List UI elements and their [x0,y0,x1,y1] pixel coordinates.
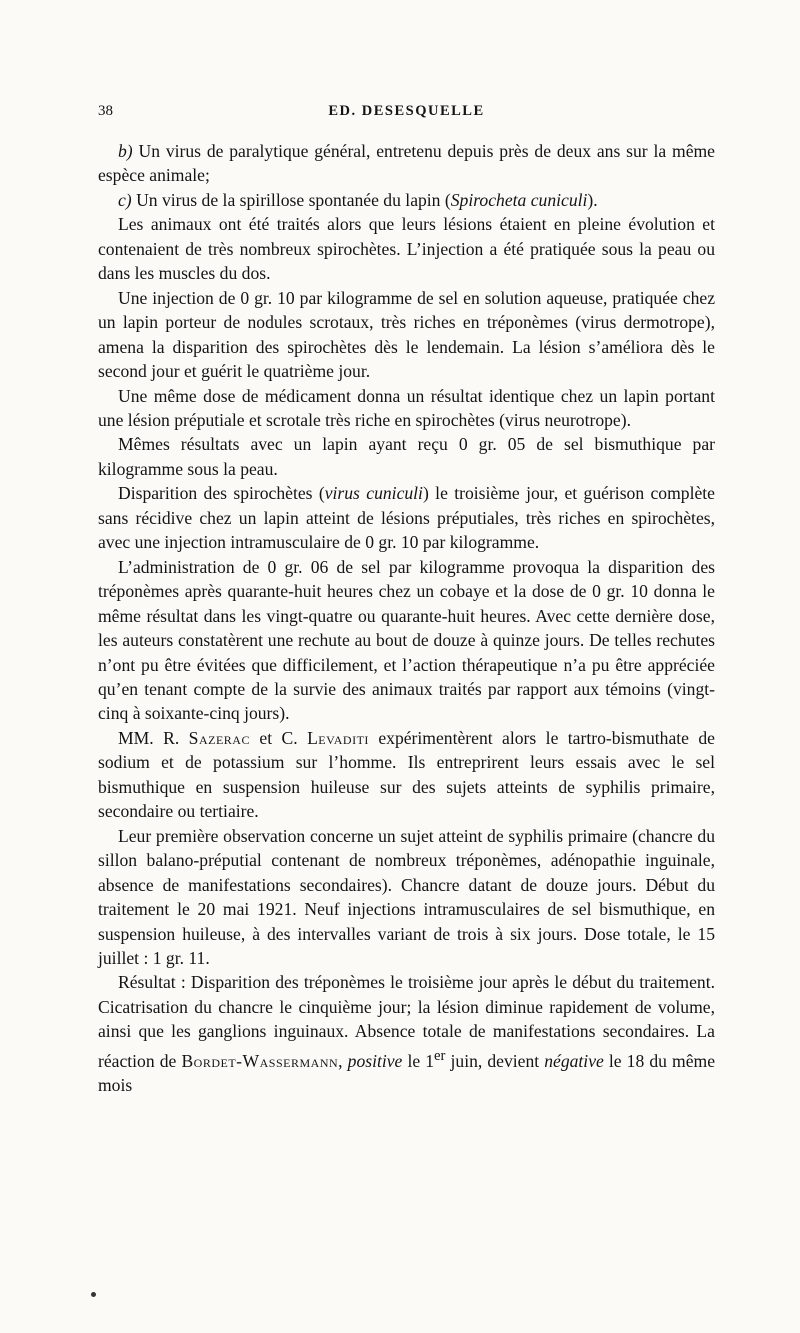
paragraph-text: Résultat : Disparition des tréponèmes le troisième jour après le début du traitement. Cicatrisation du chancre le cinquième jour; la lésion diminue rapidement de volume, ainsi que les ganglions inguinaux. Absence totale de manifestations secondaires. La réaction de [98,972,715,1071]
ink-speck [91,1292,96,1297]
paragraph-text: Un virus de paralytique général, entretenu depuis près de deux ans sur la même espèce animale; [98,141,715,186]
paragraph-text: juin, devient [445,1050,545,1071]
paragraph: Une injection de 0 gr. 10 par kilogramme de sel en solution aqueuse, pratiquée chez un lapin porteur de nodules scrotaux, très riches en tréponèmes (virus dermotrope), amena la disparition des spirochètes dès le lendemain. La lésion s’améliora dès le second jour et guérit le quatrième jour. [98,287,715,382]
paragraph-text: le 18 du même mois [98,1050,716,1096]
species-name: Spirocheta cuniculi [450,189,588,210]
paragraph: Une même dose de médicament donna un résultat identique chez un lapin portant une lésion préputiale et scrotale très riche en spirochètes (virus neurotrope). [98,385,715,430]
item-label: b) [118,141,133,161]
paragraph [98,188,715,212]
paragraph-text: Disparition des spirochètes ( [118,483,325,504]
running-head: ED. DESESQUELLE [328,103,485,119]
test-name: Bordet-Wassermann [181,1050,339,1071]
paragraph: Les animaux ont été traités alors que leurs lésions étaient en pleine évolution et contenaient de très nombreux spirochètes. L’injection a été pratiquée sous la peau ou dans les muscles du dos. [98,214,715,284]
paragraph-text: et C. [249,727,308,748]
paragraph [98,481,715,554]
ordinal-suffix: er [434,1047,446,1064]
virus-name: virus cuniculi [324,483,423,504]
author-name: Levaditi [307,727,369,748]
result-term: négative [544,1050,604,1071]
paragraph-text: MM. R. [118,727,189,748]
paragraph-text: ) le troisième jour, et guérison complète sans récidive chez un lapin atteint de lésions préputiales, très riches en spirochètes, avec une injection intramusculaire de 0 gr. 10 par kilogramme. [98,483,715,553]
page-header [98,103,715,125]
paragraph-text: expérimentèrent alors le tartro-bismuthate de sodium et de potassium sur l’homme. Ils entreprirent leurs essais avec le sel bismuthique en suspension huileuse sur des sujets atteints de syphilis primaire, secondaire ou tertiaire. [98,727,715,822]
paragraph [98,970,715,1097]
paragraph-text: le 1 [402,1050,435,1071]
paragraph [98,726,715,824]
paragraph [98,139,715,188]
paragraph-text: ). [587,189,598,210]
paragraph: Mêmes résultats avec un lapin ayant reçu 0 gr. 05 de sel bismuthique par kilogramme sous la peau. [98,434,715,479]
author-name: Sazerac [188,727,250,748]
paragraph-text: Un virus de la spirillose spontanée du lapin ( [131,189,451,210]
page-number: 38 [98,103,113,119]
item-label: c) [118,189,132,210]
paragraph-text: , [338,1050,348,1071]
paragraph: Leur première observation concerne un sujet atteint de syphilis primaire (chancre du sillon balano-préputial contenant de nombreux tréponèmes, adénopathie inguinale, absence de manifestations secondaires). Chancre datant de douze jours. Début du traitement le 20 mai 1921. Neuf injections intramusculaires de sel bismuthique, en suspension huileuse, à des intervalles variant de trois à six jours. Dose totale, le 15 juillet : 1 gr. 11. [98,825,715,968]
result-term: positive [347,1050,403,1071]
body-text [98,139,715,1098]
paragraph: L’administration de 0 gr. 06 de sel par kilogramme provoqua la disparition des tréponèmes après quarante-huit heures chez un cobaye et la dose de 0 gr. 10 donna le même résultat dans les vingt-quatre ou quarante-huit heures. Avec cette dernière dose, les auteurs constatèrent une rechute au bout de douze à quinze jours. De telles rechutes n’ont pu être évitées que difficilement, et l’action thérapeutique n’a pu être appréciée qu’en tenant compte de la survie des animaux traités par rapport aux témoins (vingt-cinq à soixante-cinq jours). [98,556,715,724]
